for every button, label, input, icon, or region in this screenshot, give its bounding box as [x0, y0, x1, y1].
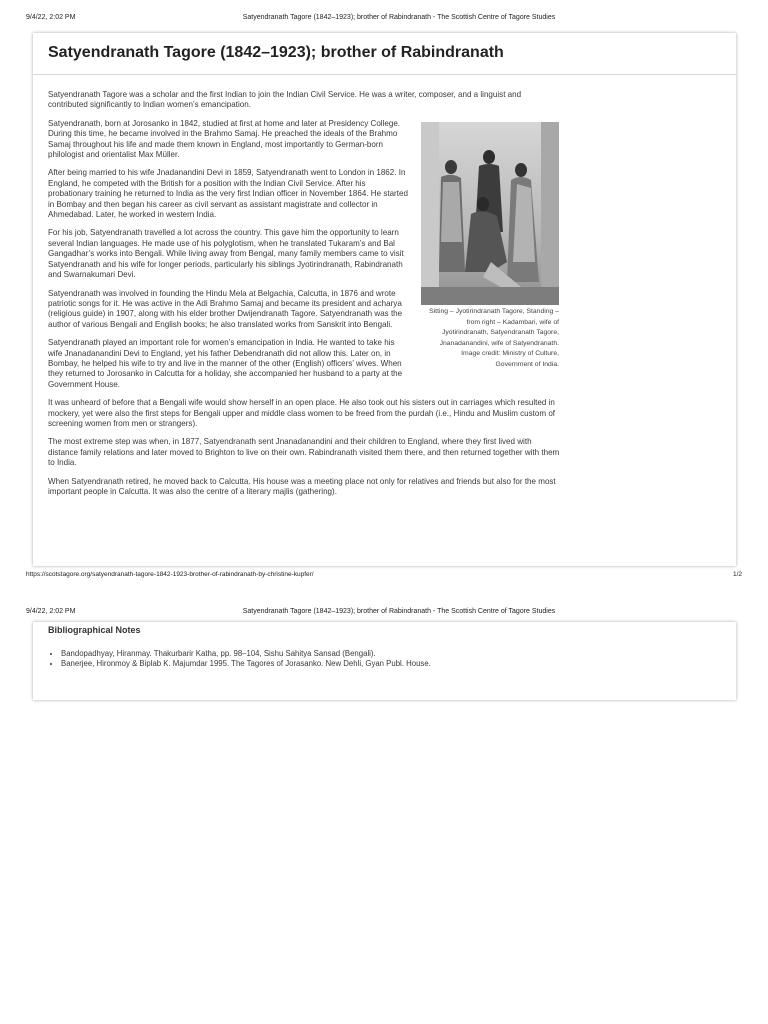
bibliography-item: • Banerjee, Hironmoy & Biplab K. Majumdar 1995. The Tagores of Jorasanko. New Dehli, Gyan Publ. House.	[61, 659, 431, 669]
bibliography-card	[33, 622, 736, 700]
article-paragraph: Satyendranath, born at Jorosanko in 1842, studied at first at home and later at Presidency College. During this time, he became involved in the Brahmo Samaj. He preached the ideals of the Brahmo Samaj throughout his life and made them known in England, most importantly to German-born philologist and orientalist Max Müller.	[48, 118, 401, 160]
print-url: https://scotstagore.org/satyendranath-tagore-1842-1923-brother-of-rabindranath-by-christine-kupfer/	[26, 571, 314, 578]
article-card	[33, 33, 736, 566]
article-paragraph: Satyendranath Tagore was a scholar and the first Indian to join the Indian Civil Service. He was a writer, composer, and a linguist and contributed significantly to Indian women’s emancipation.	[48, 90, 522, 110]
article-paragraph: It was unheard of before that a Bengali wife would show herself in an open place. He also took out his sisters out in carriages which resulted in mockery, yet were also the first steps for Bengali upper and middle class women to be freed from the purdah (i.e., Hindu and Muslim custom of screening women from men or strangers).	[48, 398, 556, 428]
print-datetime: 9/4/22, 2:02 PM	[26, 14, 76, 21]
print-page-title: Satyendranath Tagore (1842–1923); brother of Rabindranath - The Scottish Centre of Tagore Studies	[242, 14, 556, 21]
article-paragraph: The most extreme step was when, in 1877, Satyendranath sent Jnanadanandini and their children to England, where they first lived with distance family relations and later moved to Brighton to live on their own. Rabindranath visited them there, and then returned together with them to India.	[48, 437, 560, 468]
print-page-number: 1/2	[732, 571, 742, 578]
bibliography-item: • Bandopadhyay, Hiranmay. Thakurbarir Katha, pp. 98–104, Sishu Sahitya Sansad (Bengali).	[61, 649, 431, 659]
print-page-title: Satyendranath Tagore (1842–1923); brother of Rabindranath - The Scottish Centre of Tagore Studies	[242, 608, 556, 615]
photo-caption: Sitting – Jyotirindranath Tagore, Standing – from right – Kadambari, wife of Jyotirindranath, Satyendranath Tagore, Jnanadanandini, wife of Satyendranath. Image credit: Ministry of Culture, Government of India.	[429, 308, 559, 368]
article-paragraph: For his job, Satyendranath travelled a lot across the country. This gave him the opportunity to learn several Indian languages. He made use of his polyglotism, when he translated Tukaram’s and Bal Gangadhar’s works into Bengali. While living away from Bengal, many family members came to visit Satyendranath and his wife for longer periods, particularly his siblings Jyotirindranath, Rabindranath and Swarnakumari Devi.	[48, 228, 404, 280]
article-paragraph: Satyendranath played an important role for women’s emancipation in India. He wanted to take his wife Jnanadanandini Devi to England, yet his father Debendranath did not allow this. Later on, in Bombay, he helped his wife to try and live in the manner of the other (English) officers’ wives. When they returned to Jorosanko in Calcutta for a holiday, she accompanied her husband to a party at the Government House.	[48, 338, 403, 389]
bibliography-list	[48, 649, 431, 670]
article-paragraph: After being married to his wife Jnadanandini Devi in 1859, Satyendranath went to London in 1862. In England, he competed with the British for a position with the Indian Civil Service. After his probationary training he returned to India as the very first Indian officer in November 1864. He started in Bombay and then began his career as civil servant as assistant magistrate and collector in Ahmedabad. Later, he worked in western India.	[48, 168, 408, 220]
article-paragraph: Satyendranath was involved in founding the Hindu Mela at Belgachia, Calcutta, in 1876 and wrote patriotic songs for it. He was active in the Adi Brahmo Samaj and became its president and acharya (religious guide) in 1907, along with his elder brother Dwijendranath Tagore. Satyendranath was the author of various Bengali and English books; he also translated works from Sanskrit into Bengali.	[48, 288, 403, 329]
article-paragraph: When Satyendranath retired, he moved back to Calcutta. His house was a meeting place not only for relatives and friends but also for the most important people in Calcutta. It was also the centre of a literary majlis (gathering).	[48, 476, 556, 496]
article-title: Satyendranath Tagore (1842–1923); brother of Rabindranath	[33, 33, 736, 75]
bibliography-heading: Bibliographical Notes	[48, 625, 141, 635]
print-datetime: 9/4/22, 2:02 PM	[26, 608, 76, 615]
article-body	[48, 90, 558, 505]
